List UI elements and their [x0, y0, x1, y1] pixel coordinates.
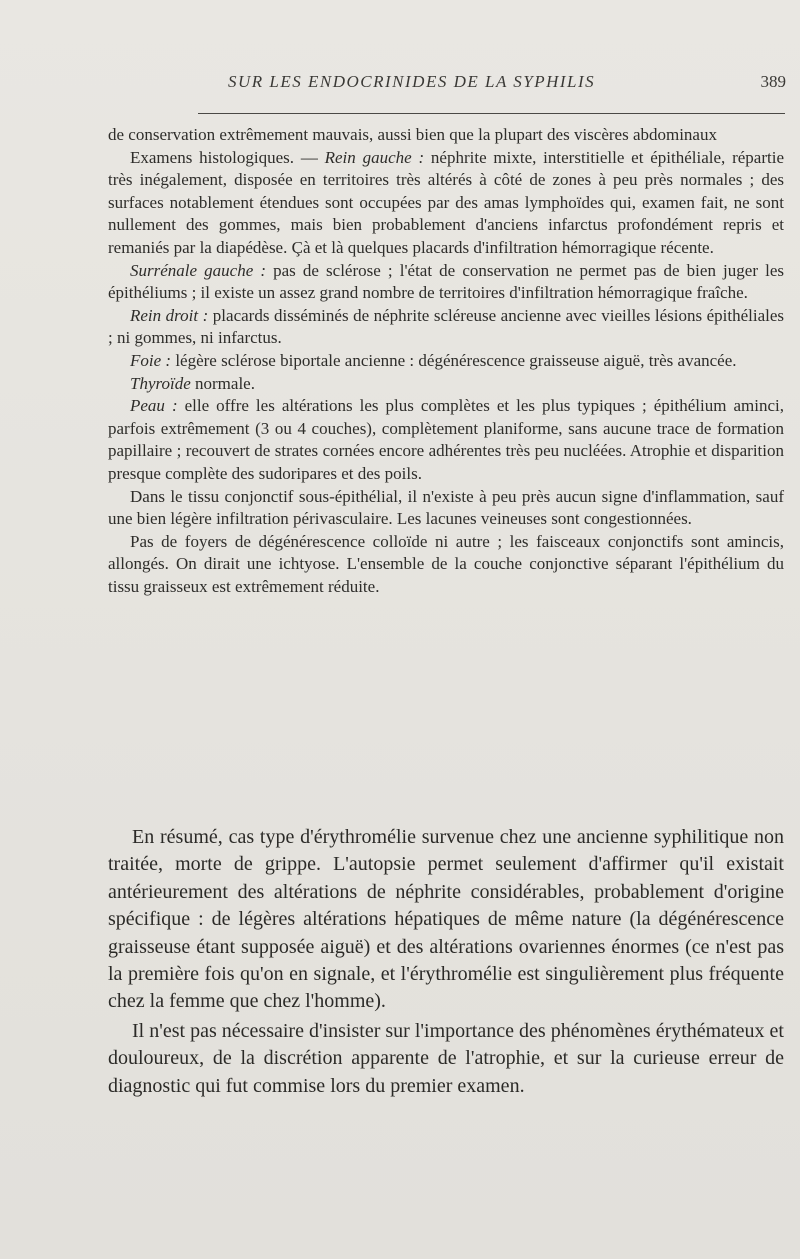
paragraph-thyroide — [108, 373, 784, 396]
paragraph-text: placards disséminés de néphrite scléreuse ancienne avec vieilles lésions épithéliales ; ni gommes, ni infarctus. — [108, 305, 784, 348]
organ-label-surrenale-gauche: Surrénale gauche : — [130, 260, 267, 280]
organ-label-foie: Foie : — [130, 350, 172, 370]
paragraph-lead: Examens histologiques. — — [130, 147, 325, 167]
organ-label-rein-gauche: Rein gauche : — [324, 147, 425, 167]
paragraph-text: pas de sclérose ; l'état de conservation ne permet pas de bien juger les épithéliums ; il existe un assez grand nombre de territoires d'infiltration hémorragique fraîche. — [108, 260, 784, 303]
paragraph-rein-gauche — [108, 147, 784, 260]
running-title: SUR LES ENDOCRINIDES DE LA SYPHILIS — [228, 72, 596, 91]
histology-section — [108, 124, 784, 598]
organ-label-thyroide: Thyroïde — [130, 373, 191, 393]
organ-label-rein-droit: Rein droit : — [130, 305, 209, 325]
paragraph-text: néphrite mixte, interstitielle et épithéliale, répartie très inégalement, disposée en territoires très altérés à côté de zones à peu près normales ; des surfaces notablement étendues sont occupées par des amas lymphoïdes qui, examen fait, ne sont nullement des gommes, mais bien probablement d'anciens infarctus profondément repris et remaniés par la diapédèse. Çà et là quelques placards d'infiltration hémorragique récente. — [108, 147, 784, 257]
paragraph-conservation: de conservation extrêmement mauvais, aussi bien que la plupart des viscères abdominaux — [108, 125, 717, 144]
organ-label-peau: Peau : — [130, 396, 178, 416]
paragraph-surrenale-gauche — [108, 260, 784, 305]
paragraph-tissu-conjonctif: Dans le tissu conjonctif sous-épithélial, il n'existe à peu près aucun signe d'inflammation, sauf une bien légère infiltration périvasculaire. Les lacunes veineuses sont congestionnées. — [108, 486, 784, 529]
header-rule — [198, 113, 785, 114]
paragraph-text: normale. — [190, 373, 255, 393]
paragraph-foie — [108, 350, 784, 373]
paragraph-degenerescence: Pas de foyers de dégénérescence colloïde ni autre ; les faisceaux conjonctifs sont amincis, allongés. On dirait une ichtyose. L'ensemble de la couche conjonctive séparant l'épithélium du tissu graisseux est extrêmement réduite. — [108, 531, 784, 596]
paragraph-conclusion: Il n'est pas nécessaire d'insister sur l'importance des phénomènes érythémateux et douloureux, de la discrétion apparente de l'atrophie, et sur la curieuse erreur de diagnostic qui fut commise lors du premier examen. — [108, 1019, 784, 1097]
paragraph-text: légère sclérose biportale ancienne : dégénérescence graisseuse aiguë, très avancée. — [171, 350, 737, 370]
paragraph-resume: En résumé, cas type d'érythromélie survenue chez une ancienne syphilitique non traitée, morte de grippe. L'autopsie permet seulement d'affirmer qu'il existait antérieurement des altérations de néphrite considérables, probablement d'origine spécifique : de légères altérations hépatiques de même nature (la dégénérescence graisseuse étant supposée aiguë) et des altérations ovariennes énormes (ce n'est pas la première fois qu'on en signale, et l'érythromélie est singulièrement plus fréquente chez la femme que chez l'homme). — [108, 826, 784, 1013]
paragraph-text: elle offre les altérations les plus complètes et les plus typiques ; épithélium aminci, parfois extrêmement (3 ou 4 couches), complètement planiforme, sans aucune trace de formation papillaire ; recouvert de strates cornées encore adhérentes très peu nucléées. Atrophie et disparition presque complète des sudoripares et des poils. — [108, 396, 784, 483]
page-header — [150, 72, 786, 102]
paragraph-rein-droit — [108, 305, 784, 350]
paragraph-peau — [108, 395, 784, 485]
page-number: 389 — [760, 72, 786, 91]
summary-section — [108, 824, 784, 1100]
